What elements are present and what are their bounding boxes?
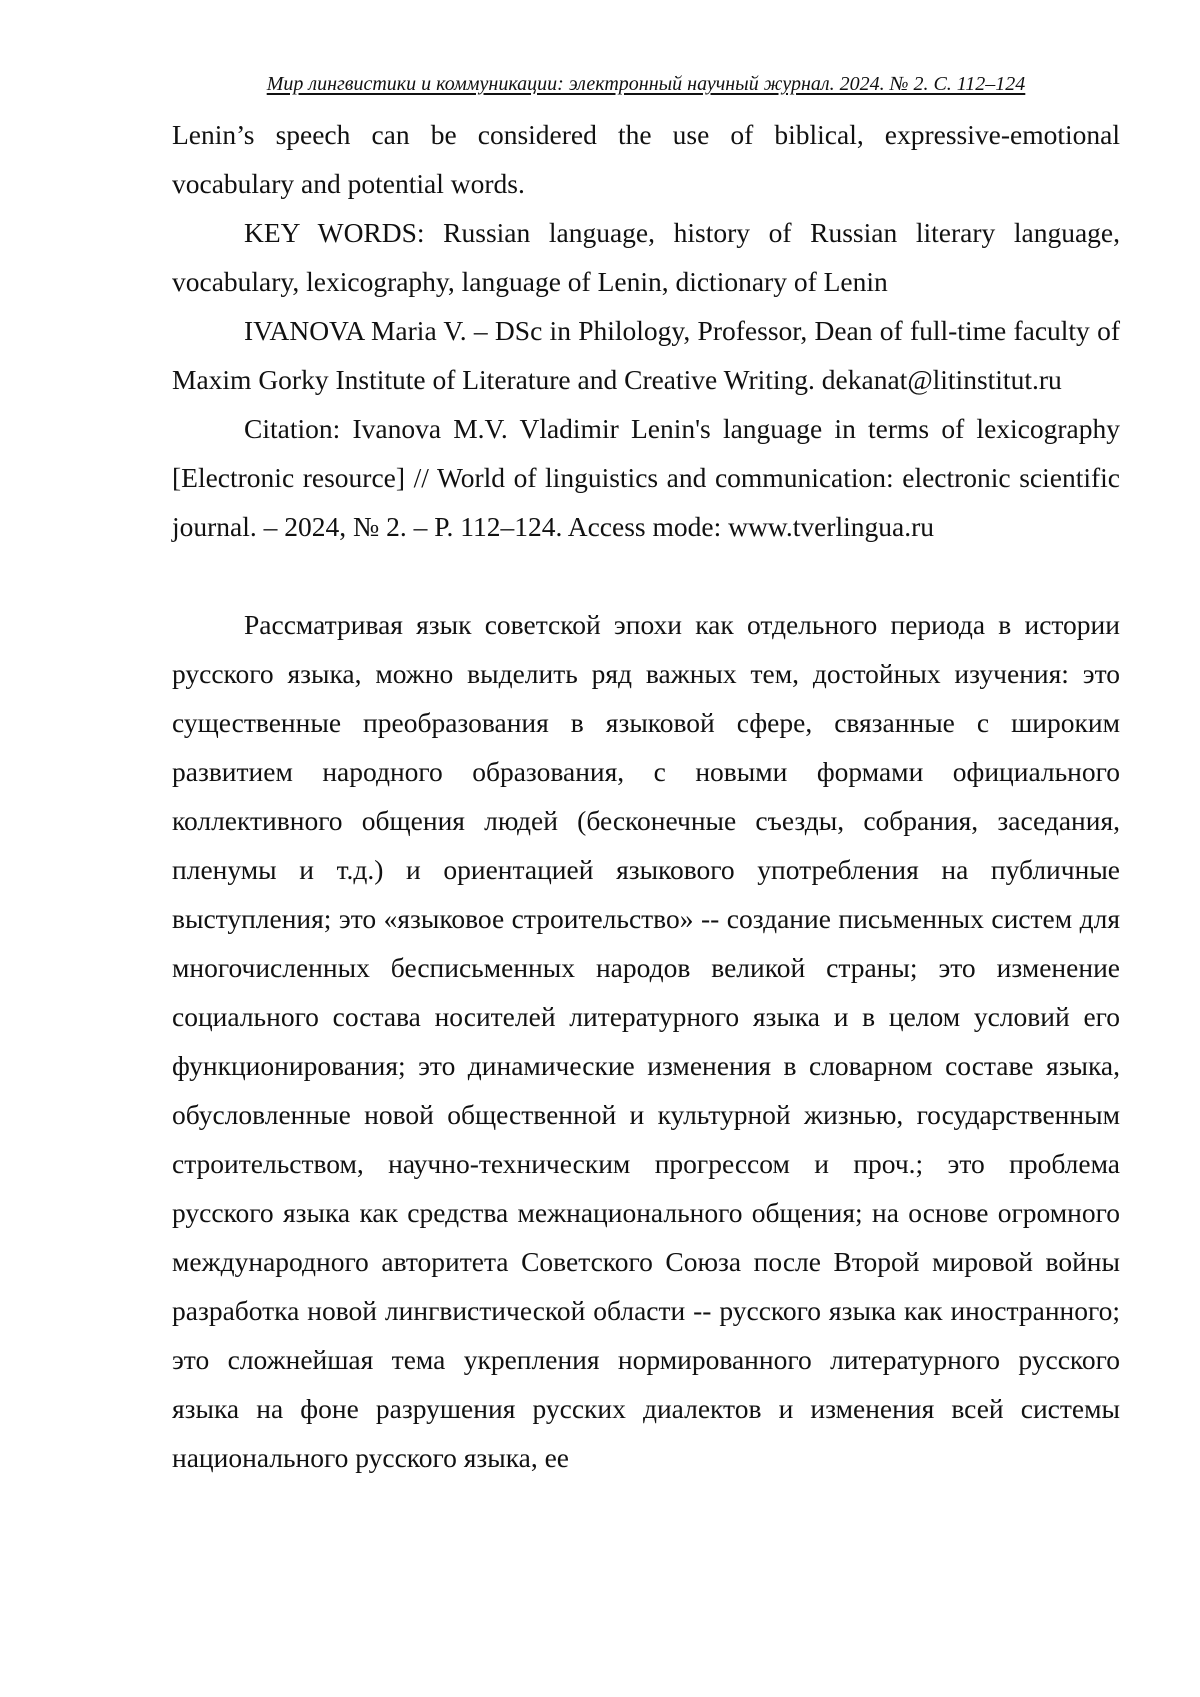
- section-gap: [172, 551, 1120, 600]
- main-paragraph: Рассматривая язык советской эпохи как отдельного периода в истории русского языка, можно выделить ряд важных тем, достойных изучения: это существенные преобразования в языковой сфере, связанные с широким развитием народного образования, с новыми формами официального коллективного общения людей (бесконечные съезды, собрания, заседания, пленумы и т.д.) и ориентацией языкового употребления на публичные выступления; это «языковое строительство» -- создание письменных систем для многочисленных бесписьменных народов великой страны; это изменение социального состава носителей литературного языка и в целом условий его функционирования; это динамические изменения в словарном составе языка, обусловленные новой общественной и культурной жизнью, государственным строительством, научно-техническим прогрессом и проч.; это проблема русского языка как средства межнационального общения; на основе огромного международного авторитета Советского Союза после Второй мировой войны разработка новой лингвистической области -- русского языка как иностранного; это сложнейшая тема укрепления нормированного литературного русского языка на фоне разрушения русских диалектов и изменения всей системы национального русского языка, ее: [172, 609, 1120, 1473]
- citation: Citation: Ivanova M.V. Vladimir Lenin's language in terms of lexicography [Electronic resource] // World of linguistics and communication: electronic scientific journal. – 2024, № 2. – P. 112–124. Access mode: www.tverlingua.ru: [172, 413, 1120, 542]
- running-header: Мир лингвистики и коммуникации: электронный научный журнал. 2024. № 2. С. 112–124: [266, 73, 1026, 95]
- keywords: KEY WORDS: Russian language, history of Russian literary language, vocabulary, lexicography, language of Lenin, dictionary of Lenin: [172, 217, 1120, 297]
- author-info: IVANOVA Maria V. – DSc in Philology, Professor, Dean of full-time faculty of Maxim Gorky Institute of Literature and Creative Writing. dekanat@litinstitut.ru: [172, 315, 1120, 395]
- body-text: [172, 110, 1120, 1482]
- abstract-end: Lenin’s speech can be considered the use of biblical, expressive-emotional vocabulary and potential words.: [172, 119, 1120, 199]
